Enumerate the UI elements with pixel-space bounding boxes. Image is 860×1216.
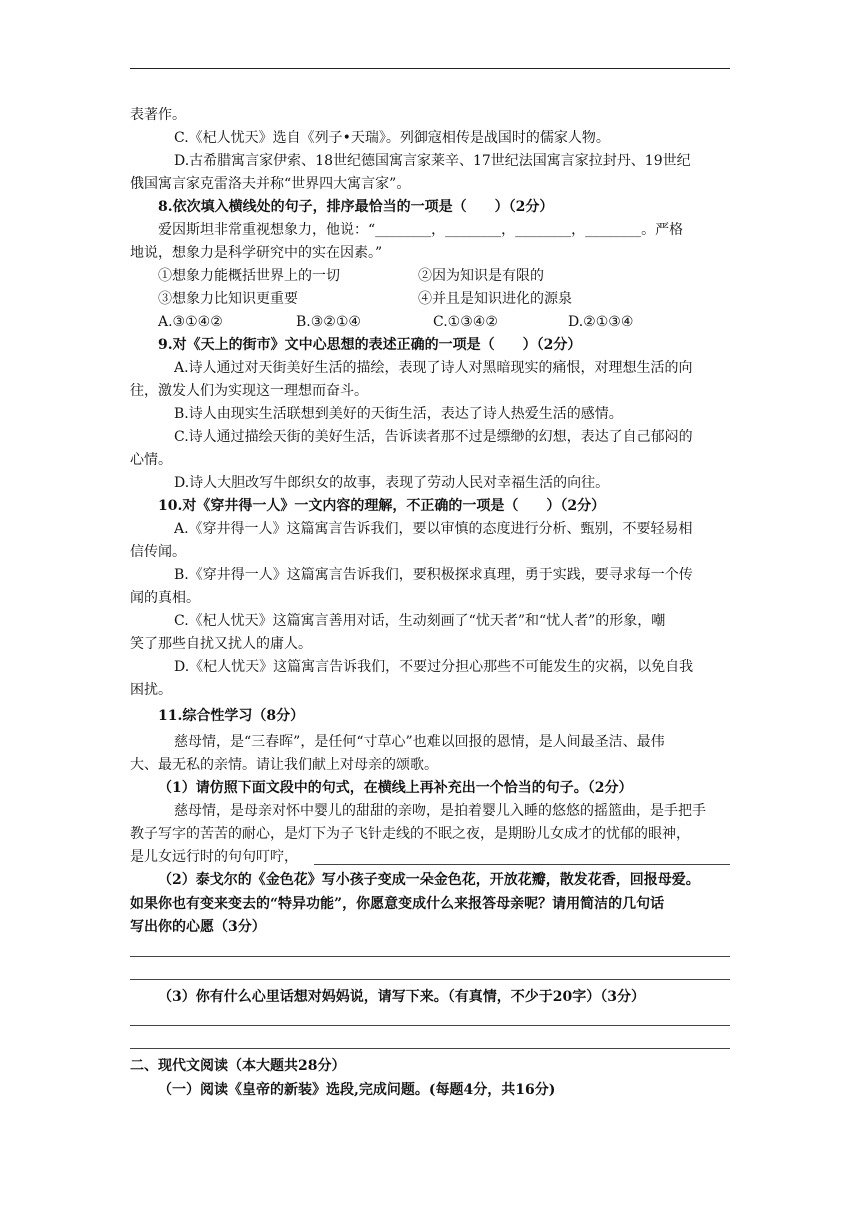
q8-item-1: ①想象力能概括世界上的一切 bbox=[158, 268, 340, 284]
q8-item-2: ②因为知识是有限的 bbox=[418, 268, 544, 284]
q8-item-3: ③想象力比知识更重要 bbox=[158, 291, 298, 307]
q11-sub3-answer-line-1[interactable] bbox=[130, 1025, 730, 1026]
q9-option-d: D.诗人大胆改写牛郎织女的故事，表现了劳动人民对幸福生活的向往。 bbox=[174, 475, 610, 491]
q8-passage-line1: 爱因斯坦非常重视想象力，他说：“________，________，________，________。严格 bbox=[158, 222, 684, 238]
q8-option-a: A.③①④② bbox=[158, 314, 223, 330]
q10-option-a-line2: 信传闻。 bbox=[130, 544, 186, 560]
continued-line: 表著作。 bbox=[130, 107, 186, 123]
q7-option-d-line2: 俄国寓言家克雷洛夫并称“世界四大寓言家”。 bbox=[130, 176, 411, 192]
q11-sub1-passage-line2: 教子写字的苦苦的耐心，是灯下为子飞针走线的不眠之夜，是期盼儿女成才的忧郁的眼神， bbox=[130, 826, 690, 842]
q11-sub1-passage-line3: 是儿女远行时的句句叮咛， bbox=[130, 849, 298, 865]
q11-sub2-line2: 如果你也有变来变去的“特异功能”，你愿意变成什么来报答母亲呢？请用简洁的几句话 bbox=[130, 896, 665, 912]
q10-option-d-line1: D.《杞人忧天》这篇寓言告诉我们，不要过分担心那些不可能发生的灾祸，以免自我 bbox=[174, 659, 694, 675]
q11-sub3-title: （3）你有什么心里话想对妈妈说，请写下来。（有真情，不少于20字）（3分） bbox=[158, 989, 645, 1005]
question-9-title: 9.对《天上的街市》文中心思想的表述正确的一项是（ ）（2分） bbox=[158, 337, 582, 353]
q11-sub1-title: （1）请仿照下面文段中的句式，在横线上再补充出一个恰当的句子。（2分） bbox=[158, 780, 633, 796]
q10-option-b-line1: B.《穿井得一人》这篇寓言告诉我们，要积极探求真理，勇于实践，要寻求每一个传 bbox=[174, 567, 693, 583]
q10-option-b-line2: 闻的真相。 bbox=[130, 590, 200, 606]
question-11-title: 11.综合性学习（8分） bbox=[158, 708, 305, 724]
q11-sub2-answer-line-2[interactable] bbox=[130, 979, 730, 980]
q11-sub1-passage-line1: 慈母情，是母亲对怀中婴儿的甜甜的亲吻，是拍着婴儿入睡的悠悠的摇篮曲，是手把手 bbox=[174, 803, 706, 819]
q7-option-d-line1: D.古希腊寓言家伊索、18世纪德国寓言家莱辛、17世纪法国寓言家拉封丹、19世纪 bbox=[174, 153, 691, 169]
section-2-heading: 二、现代文阅读（本大题共28分） bbox=[130, 1058, 346, 1074]
q11-sub2-answer-line-1[interactable] bbox=[130, 956, 730, 957]
q8-option-b: B.③②①④ bbox=[296, 314, 361, 330]
q9-option-c-line1: C.诗人通过描绘天街的美好生活，告诉读者那不过是缥缈的幻想，表达了自己郁闷的 bbox=[174, 429, 693, 445]
q9-option-a-line2: 往，激发人们为实现这一理想而奋斗。 bbox=[130, 383, 368, 399]
q11-intro-line2: 大、最无私的亲情。请让我们献上对母亲的颂歌。 bbox=[130, 757, 438, 773]
q8-passage-line2: 地说，想象力是科学研究中的实在因素。” bbox=[130, 245, 383, 261]
q11-sub3-answer-line-2[interactable] bbox=[130, 1048, 730, 1049]
q8-option-d: D.②①③④ bbox=[568, 314, 634, 330]
q8-item-4: ④并且是知识进化的源泉 bbox=[418, 291, 572, 307]
question-10-title: 10.对《穿井得一人》一文内容的理解，不正确的一项是（ ）（2分） bbox=[158, 498, 606, 514]
q11-sub2-line3: 写出你的心愿（3分） bbox=[130, 919, 266, 935]
header-rule bbox=[130, 68, 730, 69]
q10-option-d-line2: 困扰。 bbox=[130, 682, 172, 698]
section-2-part-1-heading: （一）阅读《皇帝的新装》选段,完成问题。(每题4分，共16分) bbox=[158, 1082, 556, 1098]
q9-option-c-line2: 心情。 bbox=[130, 452, 172, 468]
q10-option-c-line1: C.《杞人忧天》这篇寓言善用对话，生动刻画了“忧天者”和“忧人者”的形象，嘲 bbox=[174, 613, 666, 629]
q10-option-c-line2: 笑了那些自扰又扰人的庸人。 bbox=[130, 636, 312, 652]
q11-sub1-answer-blank[interactable] bbox=[314, 864, 730, 865]
q10-option-a-line1: A.《穿井得一人》这篇寓言告诉我们，要以审慎的态度进行分析、甄别，不要轻易相 bbox=[174, 521, 693, 537]
q9-option-a-line1: A.诗人通过对天街美好生活的描绘，表现了诗人对黑暗现实的痛恨，对理想生活的向 bbox=[174, 360, 693, 376]
q11-intro-line1: 慈母情，是“三春晖”，是任何“寸草心”也难以回报的恩情，是人间最圣洁、最伟 bbox=[174, 734, 665, 750]
q8-option-c: C.①③④② bbox=[433, 314, 498, 330]
q7-option-c: C.《杞人忧天》选自《列子•天瑞》。列御寇相传是战国时的儒家人物。 bbox=[174, 130, 610, 146]
question-8-title: 8.依次填入横线处的句子，排序最恰当的一项是（ ）（2分） bbox=[158, 199, 554, 215]
q11-sub2-line1: （2）泰戈尔的《金色花》写小孩子变成一朵金色花，开放花瓣，散发花香，回报母爱。 bbox=[158, 872, 700, 888]
q9-option-b: B.诗人由现实生活联想到美好的天街生活，表达了诗人热爱生活的感情。 bbox=[174, 406, 623, 422]
